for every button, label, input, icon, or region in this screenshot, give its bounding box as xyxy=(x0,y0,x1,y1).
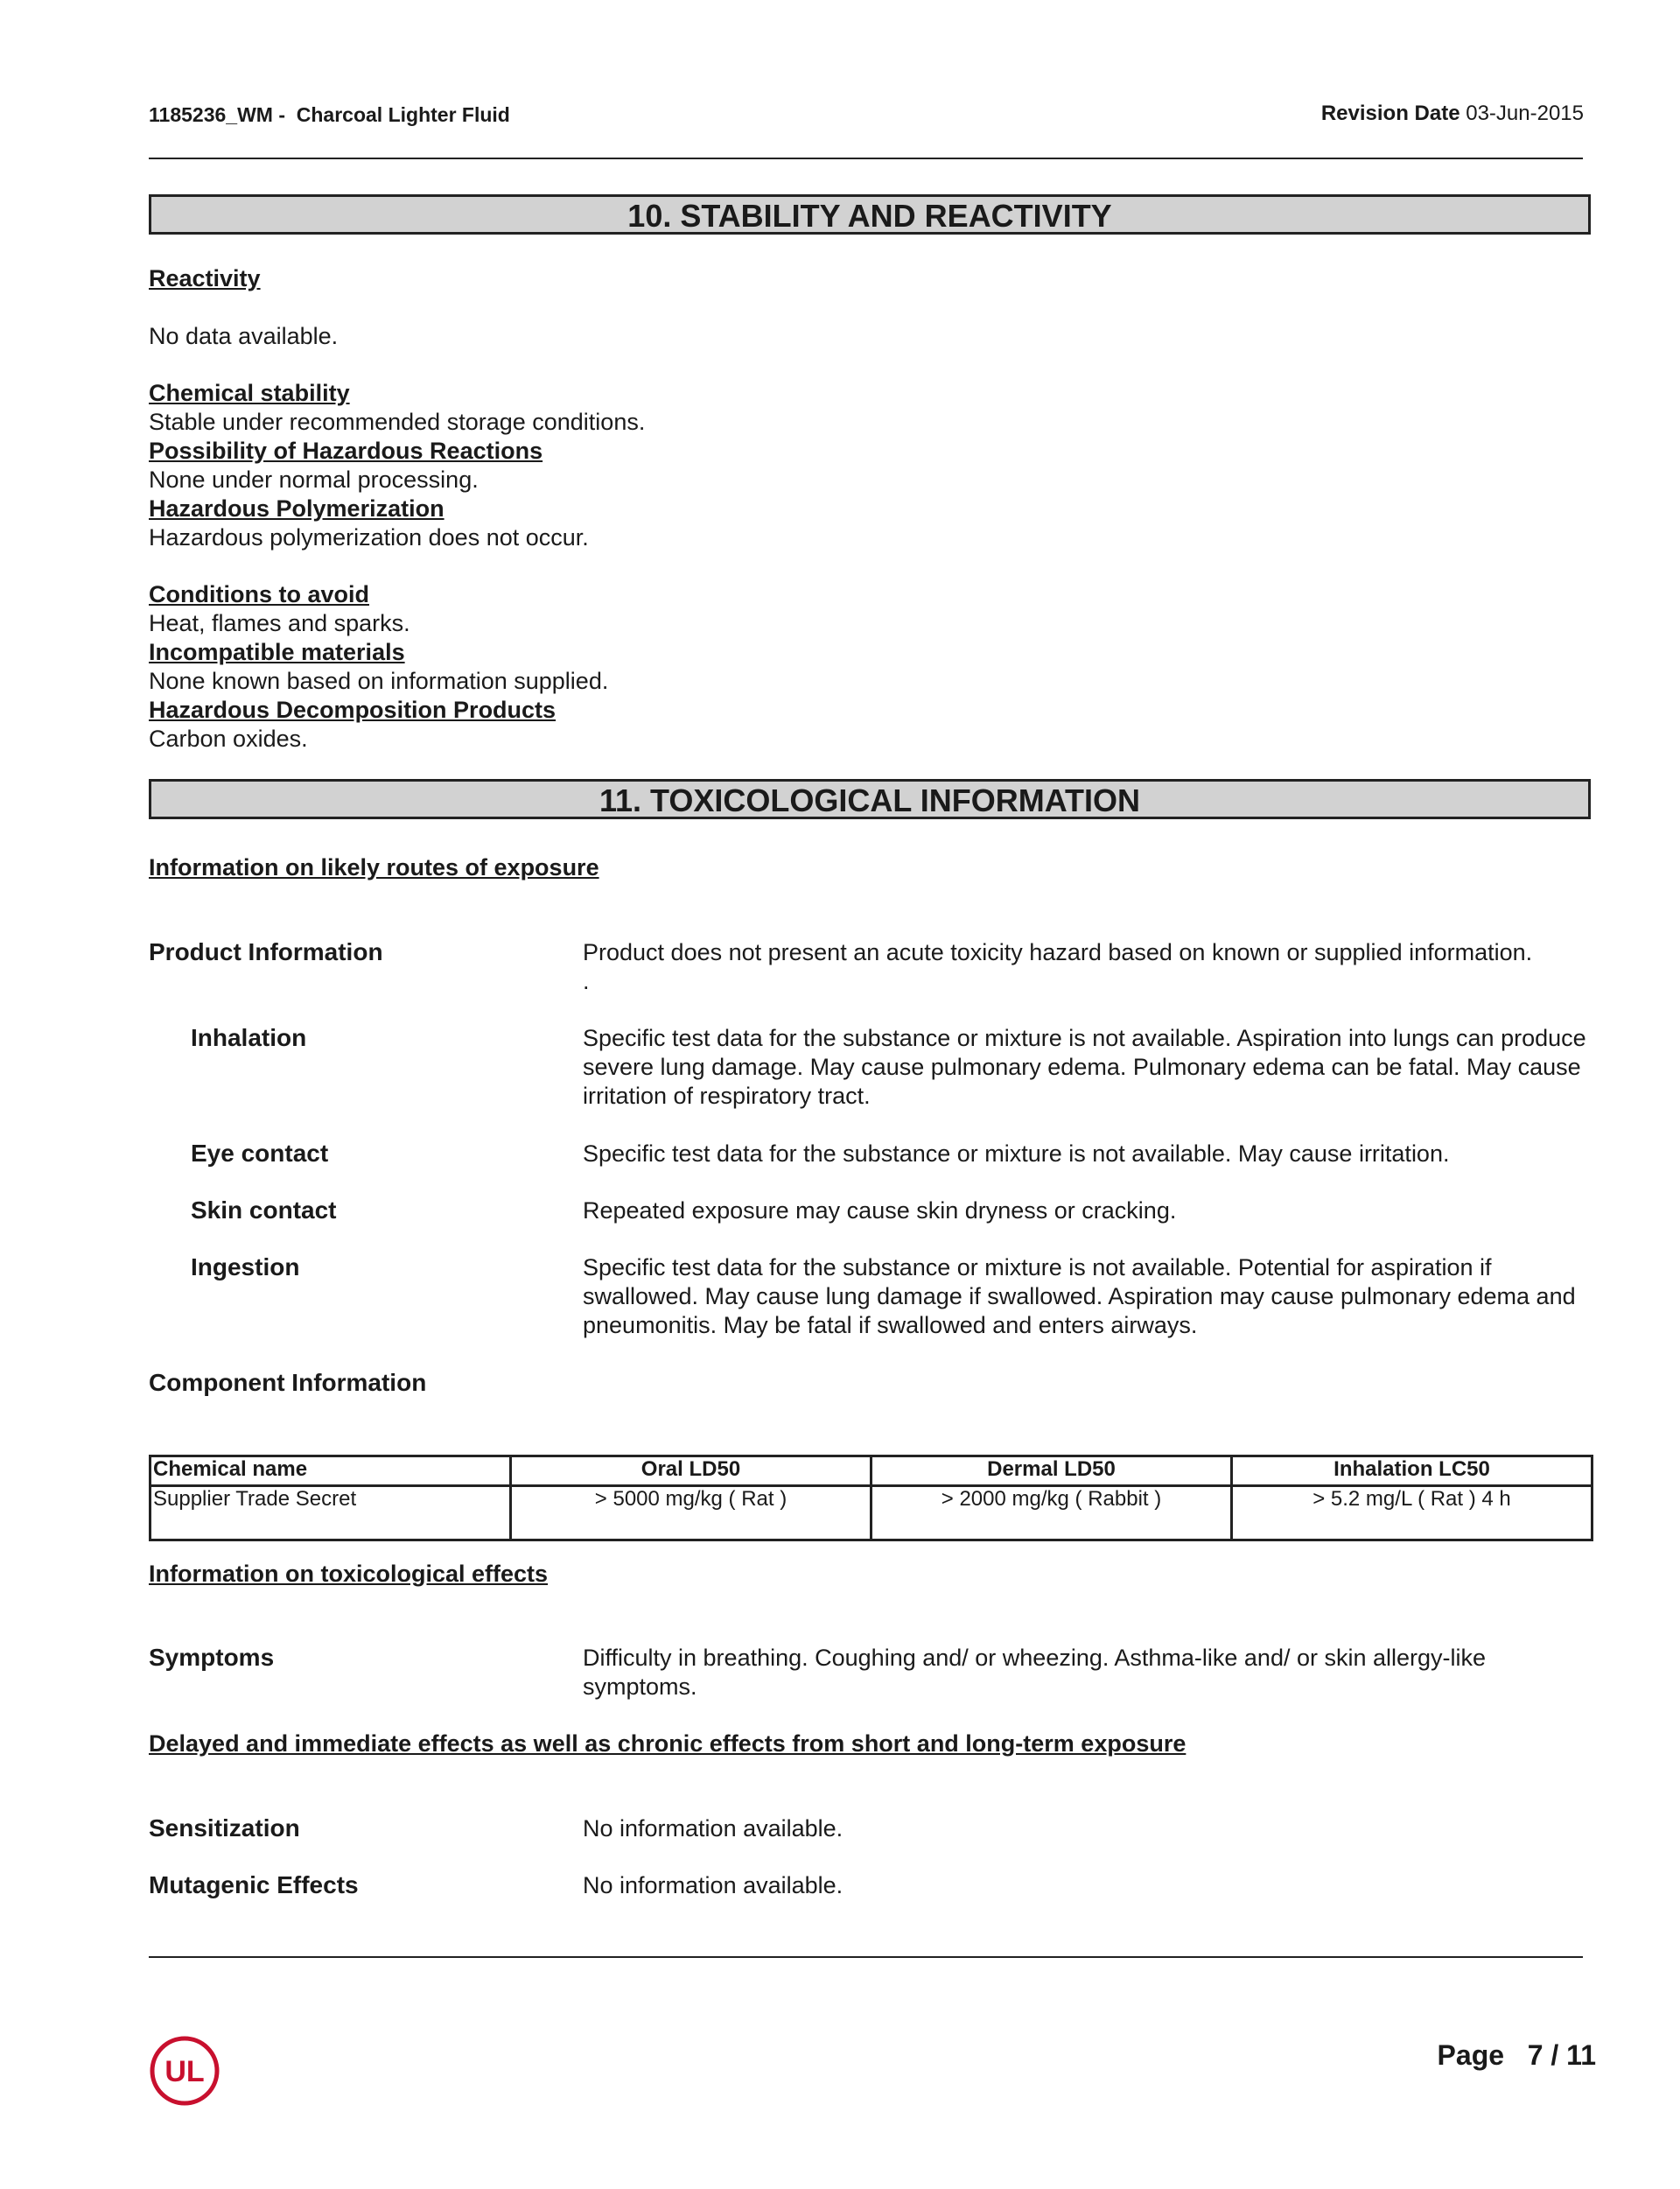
decomposition-text: Carbon oxides. xyxy=(149,726,308,752)
inhalation-label: Inhalation xyxy=(191,1024,307,1051)
incompatible-label: Incompatible materials xyxy=(149,639,405,665)
header-chemical-name: Chemical name xyxy=(150,1456,511,1486)
symptoms-label: Symptoms xyxy=(149,1644,275,1671)
eye-contact-text: Specific test data for the substance or mixture is not available. May cause irritation. xyxy=(583,1140,1450,1167)
sensitization-text: No information available. xyxy=(583,1815,844,1842)
reactivity-text: No data available. xyxy=(149,323,339,349)
chemical-stability-text: Stable under recommended storage conditions. xyxy=(149,409,646,435)
footer-rule xyxy=(149,1956,1583,1958)
routes-heading: Information on likely routes of exposure xyxy=(149,854,599,881)
cell-dermal-ld50: > 2000 mg/kg ( Rabbit ) xyxy=(872,1486,1232,1540)
product-info-label: Product Information xyxy=(149,938,383,965)
product-info-text xyxy=(583,938,1589,996)
revision-date: 03-Jun-2015 xyxy=(1466,102,1584,125)
ul-logo-text: UL xyxy=(164,2055,205,2088)
polymerization-label: Hazardous Polymerization xyxy=(149,495,444,522)
ld50-table xyxy=(149,1455,1593,1541)
ingestion-label: Ingestion xyxy=(191,1253,300,1280)
ingestion-text: Specific test data for the substance or mixture is not available. Potential for aspiration if swallowed. May cause lung damage if swallowed. Aspiration may cause pulmonary edema and pneumonitis. May be fatal if swallowed and enters airways. xyxy=(583,1254,1576,1338)
table-header-row xyxy=(150,1456,1592,1486)
symptoms-text: Difficulty in breathing. Coughing and/ or wheezing. Asthma-like and/ or skin allergy-like symptoms. xyxy=(583,1645,1487,1700)
eye-contact-label: Eye contact xyxy=(191,1140,329,1167)
mutagenic-label: Mutagenic Effects xyxy=(149,1871,359,1898)
sensitization-label: Sensitization xyxy=(149,1814,300,1842)
skin-contact-label: Skin contact xyxy=(191,1196,337,1224)
revision-info xyxy=(1321,102,1584,126)
page-number xyxy=(1438,2039,1596,2072)
revision-label: Revision Date xyxy=(1320,102,1460,125)
hazardous-reactions-label: Possibility of Hazardous Reactions xyxy=(149,438,543,464)
incompatible-text: None known based on information supplied. xyxy=(149,668,609,694)
page-count: 7 / 11 xyxy=(1527,2039,1596,2071)
table-row xyxy=(150,1486,1592,1540)
polymerization-text: Hazardous polymerization does not occur. xyxy=(149,524,589,551)
header-oral-ld50: Oral LD50 xyxy=(511,1456,872,1486)
cell-inhalation-lc50: > 5.2 mg/L ( Rat ) 4 h xyxy=(1232,1486,1592,1540)
page-label: Page xyxy=(1437,2039,1505,2071)
effects-heading: Information on toxicological effects xyxy=(149,1561,549,1587)
delayed-effects-heading: Delayed and immediate effects as well as chronic effects from short and long-term exposure xyxy=(149,1730,1186,1757)
product-info-line: Product does not present an acute toxicity hazard based on known or supplied information. xyxy=(583,939,1533,965)
conditions-label: Conditions to avoid xyxy=(149,581,369,607)
cell-oral-ld50: > 5000 mg/kg ( Rat ) xyxy=(511,1486,872,1540)
hazardous-reactions-text: None under normal processing. xyxy=(149,467,479,493)
conditions-text: Heat, flames and sparks. xyxy=(149,610,410,636)
cell-chemical-name: Supplier Trade Secret xyxy=(150,1486,511,1540)
reactivity-label: Reactivity xyxy=(149,265,261,291)
ul-logo-icon xyxy=(149,2035,220,2107)
mutagenic-text: No information available. xyxy=(583,1872,844,1898)
skin-contact-text: Repeated exposure may cause skin dryness or cracking. xyxy=(583,1197,1177,1224)
chemical-stability-label: Chemical stability xyxy=(149,380,350,406)
section-11-title: 11. TOXICOLOGICAL INFORMATION xyxy=(149,779,1591,819)
product-info-period: . xyxy=(583,968,590,994)
decomposition-label: Hazardous Decomposition Products xyxy=(149,697,556,723)
header-inhalation-lc50: Inhalation LC50 xyxy=(1232,1456,1592,1486)
section-10-title: 10. STABILITY AND REACTIVITY xyxy=(149,194,1591,235)
component-info-label: Component Information xyxy=(149,1369,427,1396)
document-title: 1185236_WM - Charcoal Lighter Fluid xyxy=(149,103,510,126)
header-dermal-ld50: Dermal LD50 xyxy=(872,1456,1232,1486)
inhalation-text: Specific test data for the substance or mixture is not available. Aspiration into lungs can produce severe lung damage. May cause pulmonary edema. Pulmonary edema can be fatal. May cause irritation of respiratory tract. xyxy=(583,1025,1586,1109)
header-rule xyxy=(149,158,1583,159)
